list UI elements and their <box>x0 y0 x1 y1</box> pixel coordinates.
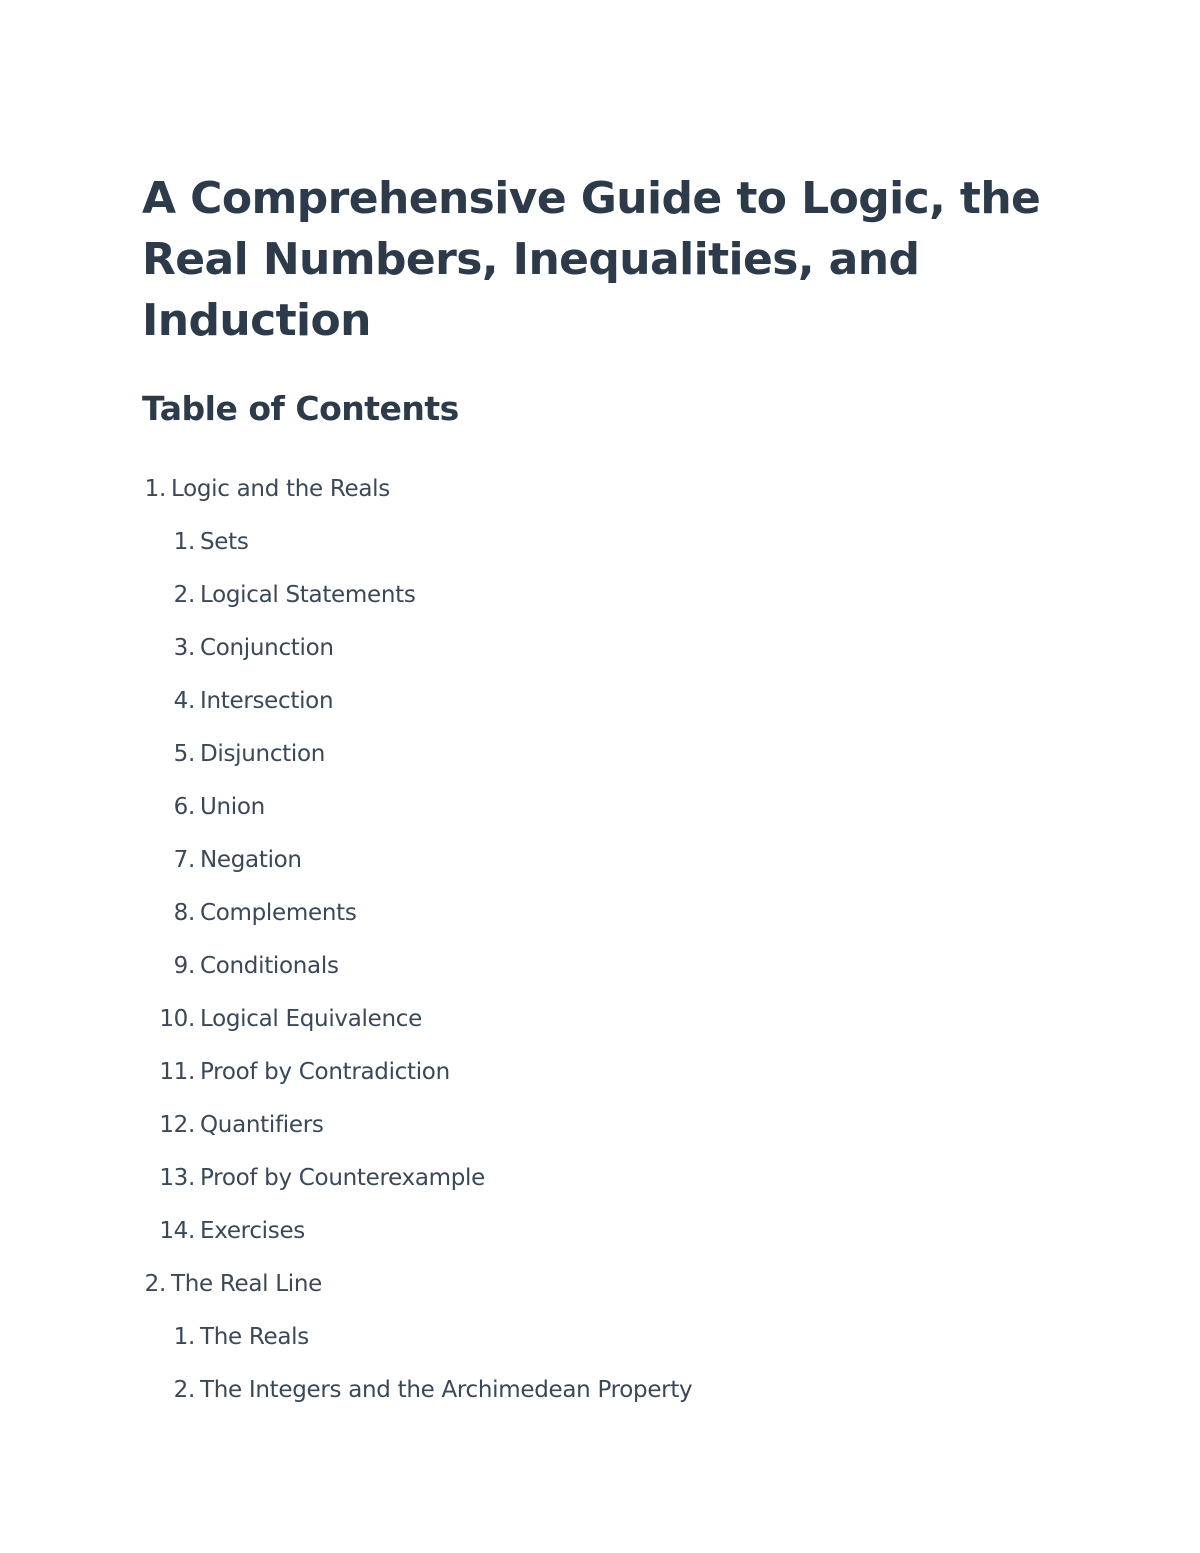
toc-subsection-negation <box>142 834 1042 887</box>
toc-subsection-quantifiers <box>142 1099 1042 1152</box>
toc-subsection-proof-by-counterexample <box>142 1152 1042 1205</box>
toc-subsection-link[interactable]: Intersection <box>200 688 334 714</box>
toc-subsection-logical-equivalence <box>142 993 1042 1046</box>
toc-subsection-number: 1. <box>173 1324 195 1350</box>
toc-subsection-logical-statements <box>142 569 1042 622</box>
toc-subsection-number: 6. <box>173 794 195 820</box>
toc-subsection-union <box>142 781 1042 834</box>
toc-subsection-conjunction <box>142 622 1042 675</box>
toc-subsection-list <box>142 1311 1042 1417</box>
toc-subsection-link[interactable]: Complements <box>200 900 357 926</box>
toc-subsection-number: 4. <box>173 688 195 714</box>
toc-section-the-real-line <box>142 1258 1042 1417</box>
toc-subsection-link[interactable]: Sets <box>200 529 249 555</box>
toc-subsection-link[interactable]: Proof by Counterexample <box>200 1165 485 1191</box>
toc-subsection-link[interactable]: Proof by Contradiction <box>200 1059 450 1085</box>
toc-section-number: 2. <box>144 1271 166 1297</box>
toc-subsection-number: 1. <box>173 529 195 555</box>
toc-subsection-link[interactable]: The Reals <box>200 1324 309 1350</box>
toc-subsection-number: 13. <box>159 1165 195 1191</box>
toc-section-link[interactable]: The Real Line <box>171 1271 323 1297</box>
toc-heading: Table of Contents <box>142 389 459 428</box>
toc-subsection-number: 9. <box>173 953 195 979</box>
toc-subsection-number: 2. <box>173 1377 195 1403</box>
toc-subsection-link[interactable]: Quantifiers <box>200 1112 324 1138</box>
toc-section-number: 1. <box>144 476 166 502</box>
toc-subsection-link[interactable]: The Integers and the Archimedean Property <box>200 1377 693 1403</box>
toc-subsection-list <box>142 516 1042 1258</box>
toc-subsection-link[interactable]: Logical Equivalence <box>200 1006 422 1032</box>
toc-subsection-number: 2. <box>173 582 195 608</box>
toc-subsection-link[interactable]: Negation <box>200 847 302 873</box>
toc-subsection-conditionals <box>142 940 1042 993</box>
toc-subsection-link[interactable]: Conjunction <box>200 635 334 661</box>
toc-section-link[interactable]: Logic and the Reals <box>171 476 390 502</box>
toc-subsection-number: 8. <box>173 900 195 926</box>
toc-subsection-number: 3. <box>173 635 195 661</box>
toc-subsection-disjunction <box>142 728 1042 781</box>
toc-subsection-link[interactable]: Disjunction <box>200 741 326 767</box>
toc-subsection-link[interactable]: Logical Statements <box>200 582 416 608</box>
toc-subsection-number: 10. <box>159 1006 195 1032</box>
toc-subsection-proof-by-contradiction <box>142 1046 1042 1099</box>
toc-subsection-intersection <box>142 675 1042 728</box>
toc-subsection-number: 5. <box>173 741 195 767</box>
toc-subsection-link[interactable]: Union <box>200 794 265 820</box>
toc-section-logic-and-the-reals <box>142 463 1042 1258</box>
toc-subsection-exercises <box>142 1205 1042 1258</box>
toc-subsection-sets <box>142 516 1042 569</box>
toc-subsection-number: 14. <box>159 1218 195 1244</box>
toc-subsection-link[interactable]: Conditionals <box>200 953 339 979</box>
toc-subsection-link[interactable]: Exercises <box>200 1218 305 1244</box>
toc-subsection-integers-archimedean <box>142 1364 1042 1417</box>
toc-subsection-number: 12. <box>159 1112 195 1138</box>
table-of-contents <box>142 463 1042 1417</box>
document-page <box>142 168 1042 1417</box>
toc-subsection-number: 7. <box>173 847 195 873</box>
document-title: A Comprehensive Guide to Logic, the Real Numbers, Inequalities, and Induction <box>142 173 1041 346</box>
toc-subsection-number: 11. <box>159 1059 195 1085</box>
toc-subsection-complements <box>142 887 1042 940</box>
toc-subsection-the-reals <box>142 1311 1042 1364</box>
